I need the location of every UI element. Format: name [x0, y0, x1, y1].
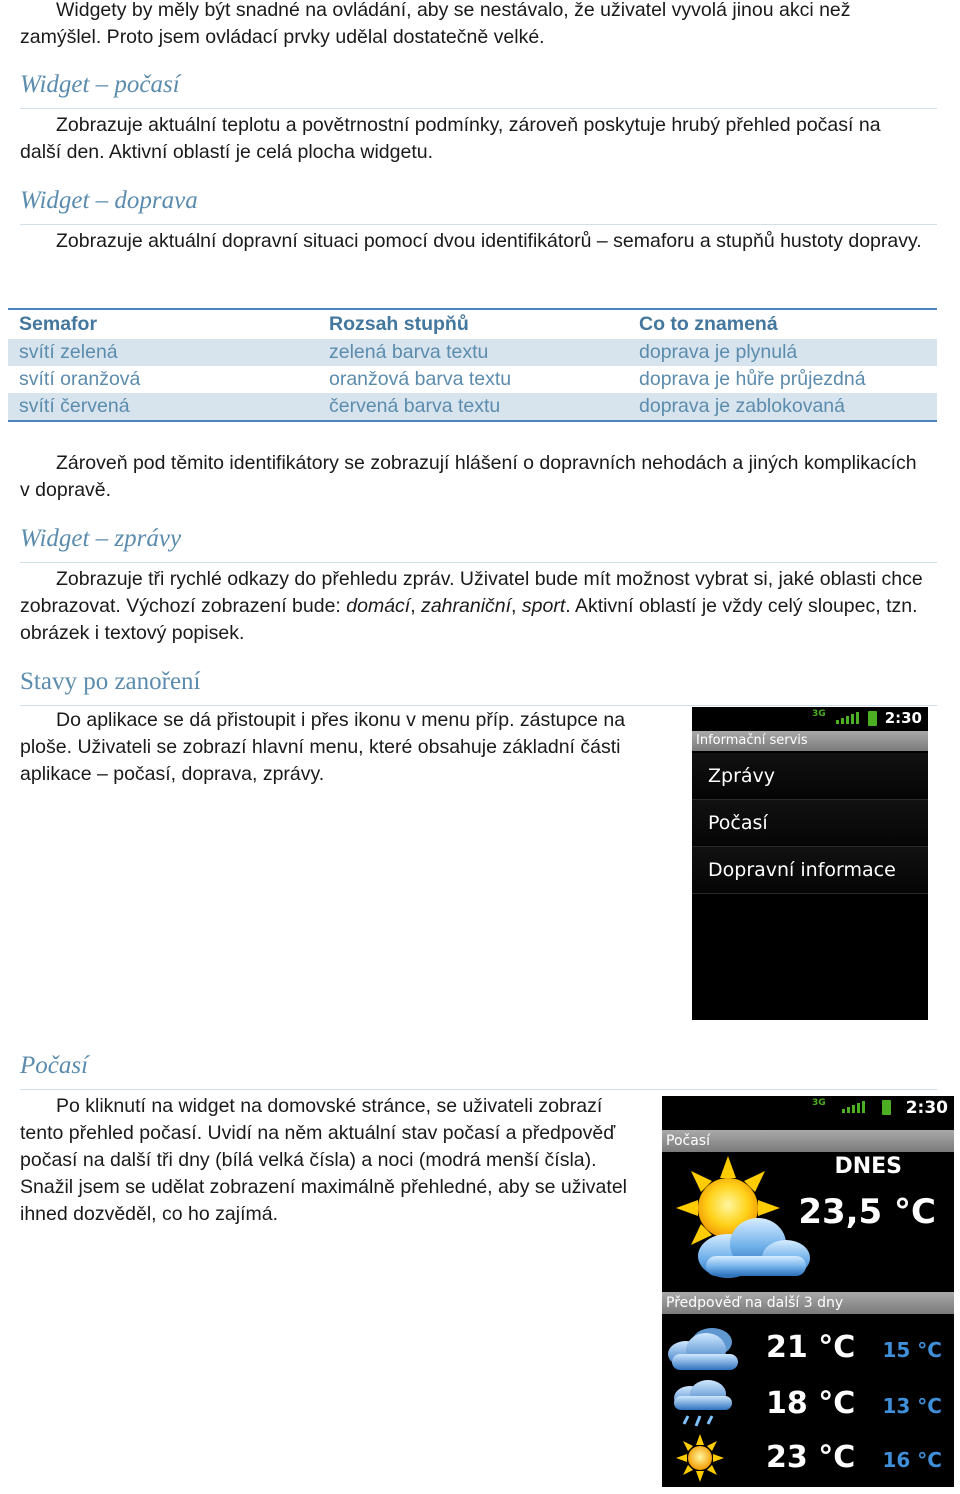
heading-states: Stavy po zanoření	[20, 667, 937, 706]
sun-icon	[674, 1432, 726, 1484]
signal-icon	[842, 1101, 865, 1113]
heading-weather: Počasí	[20, 1051, 937, 1090]
today-temperature: 23,5 °C	[798, 1192, 936, 1232]
rain-icon	[670, 1378, 740, 1430]
table-header-cell: Rozsah stupňů	[329, 313, 469, 335]
table-row	[8, 366, 937, 393]
heading-widget-weather: Widget – počasí	[20, 70, 937, 109]
table-row	[8, 393, 937, 421]
weather-widget-paragraph: Zobrazuje aktuální teplotu a povětrnostní podmínky, zároveň poskytuje hrubý přehled počasí na další den. Aktivní oblastí je celá plocha widgetu.	[20, 114, 881, 163]
table-header-row	[8, 309, 937, 339]
weather-paragraph: Po kliknutí na widget na domovské stránce, se uživateli zobrazí tento přehled počasí. Uvidí na něm aktuální stav počasí a předpověď počasí na další tři dny (bílá velká čísla) a noci (modrá menší čísla). Snažil jsem se udělat zobrazení maximálně přehledné, aby se uživatel ihned dozvěděl, co ho zajímá.	[20, 1095, 627, 1225]
table-cell: zelená barva textu	[318, 339, 628, 366]
intro-line-1: Widgety by měly být snadné na ovládání, aby se nestávalo, že uživatel vyvolá jinou akci než	[56, 0, 851, 21]
phone-menu-screenshot	[692, 707, 928, 1020]
app-title-bar: Počasí	[662, 1130, 954, 1152]
battery-icon	[882, 1100, 891, 1115]
status-bar	[692, 707, 928, 731]
table-cell: svítí oranžová	[19, 368, 141, 390]
table-header-cell: Co to znamená	[639, 313, 778, 335]
forecast-header-bar: Předpověď na další 3 dny	[662, 1292, 954, 1314]
network-3g-icon: 3G	[812, 1098, 826, 1108]
table-cell: doprava je hůře průjezdná	[639, 368, 866, 390]
table-cell: oranžová barva textu	[329, 368, 512, 390]
heading-widget-news: Widget – zprávy	[20, 524, 937, 563]
table-cell: doprava je plynulá	[628, 339, 937, 366]
traffic-widget-paragraph: Zobrazuje aktuální dopravní situaci pomocí dvou identifikátorů – semaforu a stupňů hustoty dopravy.	[56, 230, 922, 252]
network-3g-icon: 3G	[812, 709, 826, 719]
forecast-row	[662, 1320, 954, 1374]
table-header-cell: Semafor	[19, 313, 98, 335]
table-row	[8, 339, 937, 366]
forecast-night-temp: 16 °C	[882, 1448, 942, 1472]
forecast-day-temp: 23 °C	[766, 1440, 856, 1475]
status-time: 2:30	[905, 1098, 948, 1118]
status-time: 2:30	[884, 709, 922, 727]
table-cell: svítí zelená	[8, 339, 318, 366]
forecast-row	[662, 1376, 954, 1430]
menu-item-traffic[interactable]: Dopravní informace	[692, 847, 928, 894]
forecast-day-temp: 18 °C	[766, 1386, 856, 1421]
status-bar	[662, 1096, 954, 1120]
phone-weather-screenshot	[662, 1096, 954, 1487]
signal-icon	[836, 712, 859, 724]
heading-widget-traffic: Widget – doprava	[20, 186, 937, 225]
forecast-day-temp: 21 °C	[766, 1330, 856, 1365]
forecast-night-temp: 13 °C	[882, 1394, 942, 1418]
intro-line-2: zamýšlel. Proto jsem ovládací prvky udělal dostatečně velké.	[20, 26, 545, 48]
sun-cloud-icon	[666, 1156, 816, 1286]
states-paragraph: Do aplikace se dá přistoupit i přes ikonu v menu příp. zástupce na ploše. Uživateli se zobrazí hlavní menu, které obsahuje základní části aplikace – počasí, doprava, zprávy.	[20, 709, 626, 785]
table-cell: svítí červená	[8, 393, 318, 421]
today-label: DNES	[834, 1154, 902, 1179]
cloudy-icon	[664, 1322, 744, 1374]
app-title-bar: Informační servis	[692, 731, 928, 751]
intro-paragraph	[20, 0, 925, 51]
table-cell: červená barva textu	[318, 393, 628, 421]
emphasis-domestic: domácí	[346, 595, 411, 617]
emphasis-foreign: zahraniční	[421, 595, 512, 617]
traffic-light-table	[8, 308, 937, 422]
forecast-night-temp: 15 °C	[882, 1338, 942, 1362]
menu-item-weather[interactable]: Počasí	[692, 800, 928, 847]
forecast-row	[662, 1430, 954, 1484]
emphasis-sport: sport	[521, 595, 566, 617]
table-cell: doprava je zablokovaná	[628, 393, 937, 421]
menu-item-news[interactable]: Zprávy	[692, 753, 928, 800]
battery-icon	[868, 711, 877, 726]
after-table-paragraph: Zároveň pod těmito identifikátory se zobrazují hlášení o dopravních nehodách a jiných komplikacích v dopravě.	[20, 452, 917, 501]
news-widget-paragraph: Zobrazuje tři rychlé odkazy do přehledu zpráv. Uživatel bude mít možnost vybrat si, jaké oblasti chce zobrazovat. Výchozí zobrazení bude: domácí, zahraniční, sport. Aktivní oblastí je vždy celý sloupec, tzn. obrázek i textový popisek.	[20, 568, 923, 644]
